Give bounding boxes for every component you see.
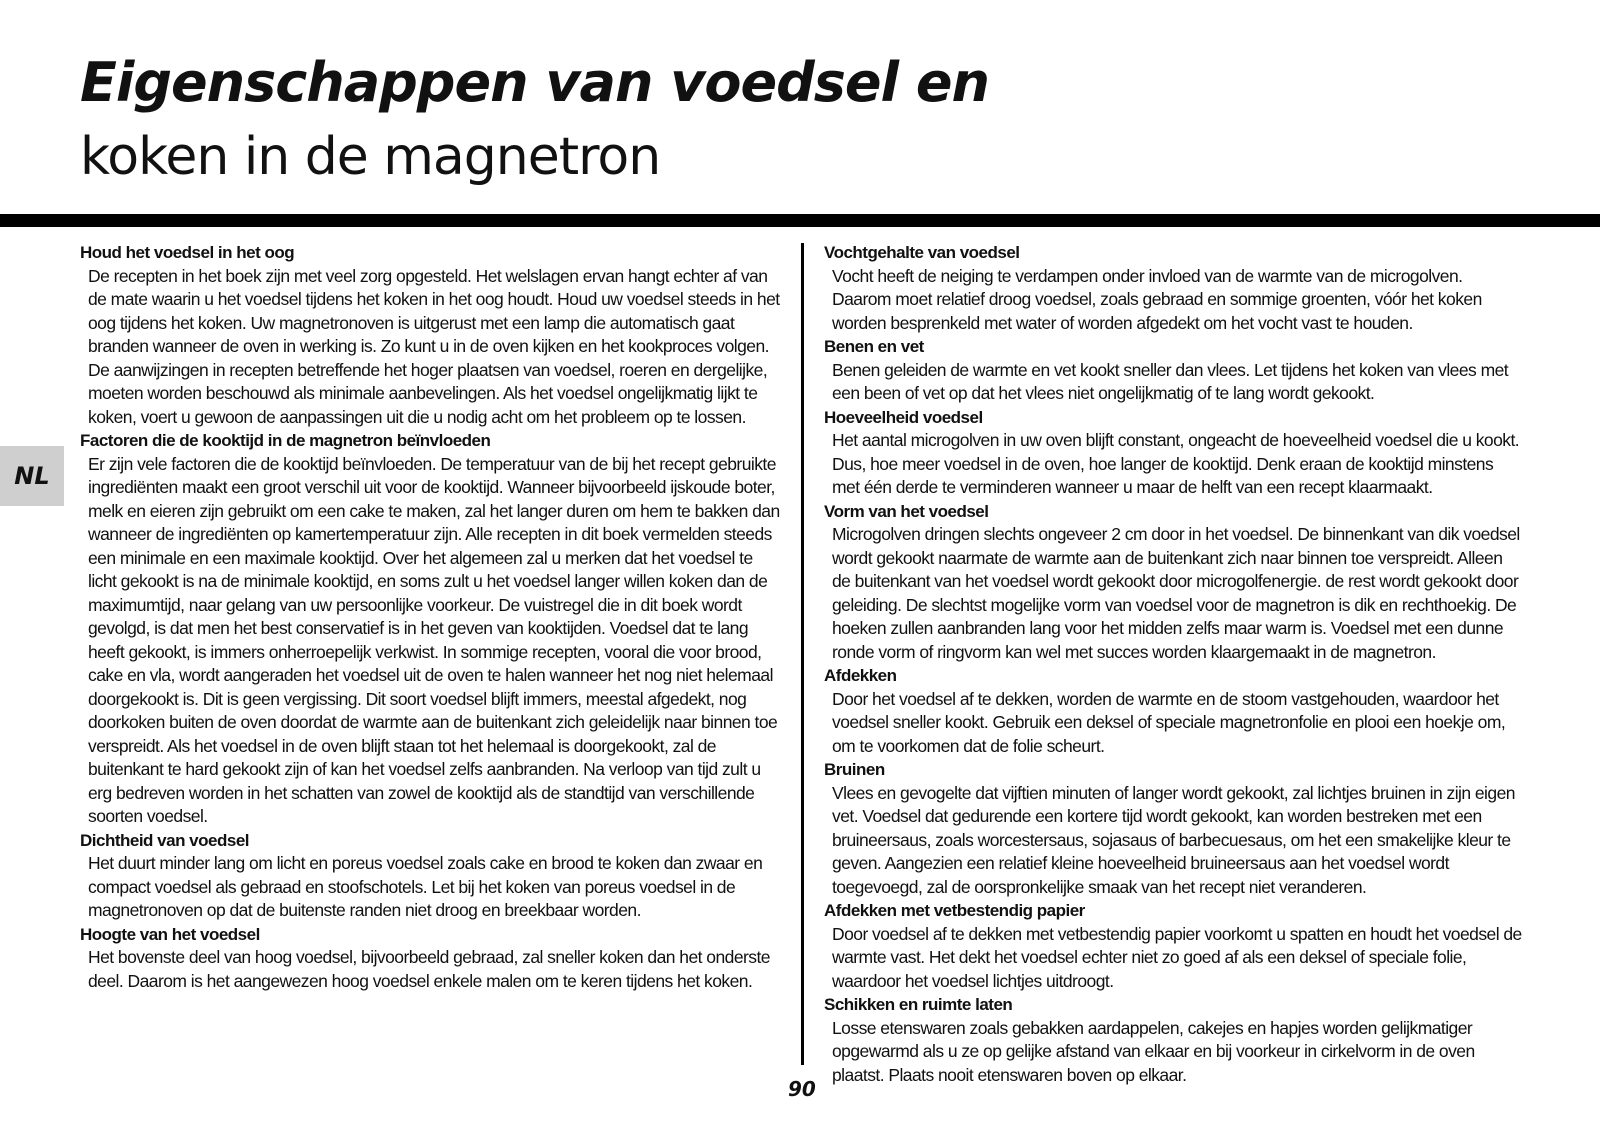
- language-tab: [0, 446, 64, 506]
- section-heading: Afdekken: [824, 666, 897, 685]
- section-heading: Dichtheid van voedsel: [80, 830, 249, 850]
- section-heading: Afdekken met vetbestendig papier: [824, 901, 1085, 920]
- section-bruinen: [824, 758, 1524, 899]
- section-vochtgehalte-van-voedsel: [824, 241, 1524, 335]
- section-hoeveelheid-voedsel: [824, 406, 1524, 500]
- section-dichtheid-van-voedsel: [80, 829, 780, 923]
- section-hoogte-van-het-voedsel: [80, 923, 780, 994]
- language-label: NL: [14, 462, 50, 490]
- section-vorm-van-het-voedsel: [824, 500, 1524, 665]
- section-heading: Benen en vet: [824, 337, 924, 356]
- section-body: Door het voedsel af te dekken, worden de warmte en de stoom vastgehouden, waardoor het voedsel sneller kookt. Gebruik een deksel of speciale magnetronfolie en plooi een hoekje om, om te voorkomen dat de folie scheurt.: [832, 688, 1506, 756]
- section-body: Er zijn vele factoren die de kooktijd beïnvloeden. De temperatuur van de bij het recept gebruikte ingrediënten maakt een groot verschil uit voor de kooktijd. Wanneer bijvoorbeeld ijskoude boter, melk en eieren zijn gebruikt om een cake te maken, zal het langer duren om hem te bakken dan wanneer de ingrediënten op kamertemperatuur zijn. Alle recepten in dit boek vermelden steeds een minimale en een maximale kooktijd. Over het algemeen zal u merken dat het voedsel te licht gekookt is na de minimale kooktijd, en soms zult u het voedsel langer willen koken dan de maximumtijd, naar gelang van uw persoonlijke voorkeur. De vuistregel die in dit boek wordt gevolgd, is dat men het best conservatief is in het geven van kooktijden. Voedsel dat te lang heeft gekookt, is immers onherroepelijk verkwist. In sommige recepten, vooral die voor brood, cake en vla, wordt aangeraden het voedsel uit de oven te halen wanneer het nog niet helemaal doorgekookt is. Dit is geen vergissing. Dit soort voedsel blijft immers, meestal afgedekt, nog doorkoken buiten de oven doordat de warmte aan de buitenkant zich geleidelijk naar binnen toe verspreidt. Als het voedsel in de oven blijft staan tot het helemaal is doorgekookt, zal de buitenkant te hard gekookt zijn of kan het voedsel zelfs aanbranden. Na verloop van tijd zult u erg bedreven worden in het schatten van zowel de kooktijd als de standtijd van verschillende soorten voedsel.: [88, 453, 780, 826]
- section-afdekken: [824, 664, 1524, 758]
- section-heading: Factoren die de kooktijd in de magnetron beïnvloeden: [80, 431, 491, 450]
- right-column: [824, 241, 1524, 1087]
- section-body: Vlees en gevogelte dat vijftien minuten of langer wordt gekookt, zal lichtjes bruinen in zijn eigen vet. Voedsel dat gedurende een kortere tijd wordt gekookt, kan worden bestreken met een bruineersaus, zoals worcestersaus, sojasaus of barbecuesaus, om het een smakelijke kleur te geven. Aangezien een relatief kleine hoeveelheid bruineersaus aan het voedsel wordt toegevoegd, zal de oorspronkelijke smaak van het recept niet veranderen.: [832, 782, 1515, 897]
- section-body: De recepten in het boek zijn met veel zorg opgesteld. Het welslagen ervan hangt echter af van de mate waarin u het voedsel tijdens het koken in het oog houdt. Houd uw voedsel steeds in het oog tijdens het koken. Uw magnetronoven is uitgerust met een lamp die automatisch gaat branden wanneer de oven in werking is. Zo kunt u in de oven kijken en het kookproces volgen. De aanwijzingen in recepten betreffende het hoger plaatsen van voedsel, roeren en dergelijke, moeten worden beschouwd als minimale aanbevelingen. Als het voedsel ongelijkmatig lijkt te koken, voert u gewoon de aanpassingen uit die u nodig acht om het probleem op te lossen.: [88, 265, 780, 427]
- page-number: 90: [788, 1077, 816, 1101]
- section-body: Benen geleiden de warmte en vet kookt sneller dan vlees. Let tijdens het koken van vlees met een been of vet op dat het vlees niet ongelijkmatig of te lang wordt gekookt.: [832, 359, 1509, 403]
- column-divider: [801, 243, 804, 1065]
- page-subtitle: koken in de magnetron: [80, 127, 661, 187]
- section-body: Losse etenswaren zoals gebakken aardappelen, cakejes en hapjes worden gelijkmatiger opgewarmd als u ze op gelijke afstand van elkaar en bij voorkeur in cirkelvorm in de oven plaatst. Plaats nooit etenswaren boven op elkaar.: [832, 1017, 1475, 1085]
- section-heading: Hoeveelheid voedsel: [824, 407, 983, 427]
- section-factoren-kooktijd: [80, 429, 780, 829]
- section-heading: Vochtgehalte van voedsel: [824, 243, 1020, 262]
- header-divider: [0, 214, 1600, 227]
- section-heading: Hoogte van het voedsel: [80, 924, 260, 944]
- page-title: Eigenschappen van voedsel en: [80, 51, 989, 114]
- section-body: Door voedsel af te dekken met vetbestendig papier voorkomt u spatten en houdt het voedsel de warmte vast. Het dekt het voedsel echter niet zo goed af als een deksel of speciale folie, waardoor het voedsel lichtjes uitdroogt.: [832, 923, 1522, 991]
- section-body: Microgolven dringen slechts ongeveer 2 cm door in het voedsel. De binnenkant van dik voedsel wordt gekookt naarmate de warmte aan de buitenkant zich naar binnen toe verspreidt. Alleen de buitenkant van het voedsel wordt gekookt door microgolfenergie. de rest wordt gekookt door geleiding. De slechtst mogelijke vorm van voedsel voor de magnetron is dik en rechthoekig. De hoeken zullen aanbranden lang voor het midden zelfs maar warm is. Voedsel met een dunne ronde vorm of ringvorm kan wel met succes worden klaargemaakt in de magnetron.: [832, 524, 1520, 662]
- section-body: Het aantal microgolven in uw oven blijft constant, ongeacht de hoeveelheid voedsel die u kookt. Dus, hoe meer voedsel in de oven, hoe langer de kooktijd. Denk eraan de kooktijd minstens met één derde te verminderen wanneer u maar de helft van een recept klaarmaakt.: [832, 430, 1520, 497]
- section-body: Vocht heeft de neiging te verdampen onder invloed van de warmte van de microgolven. Daarom moet relatief droog voedsel, zoals gebraad en sommige groenten, vóór het koken worden besprenkeld met water of worden afgedekt om het vocht vast te houden.: [832, 265, 1482, 333]
- section-body: Het duurt minder lang om licht en poreus voedsel zoals cake en brood te koken dan zwaar en compact voedsel als gebraad en stoofschotels. Let bij het koken van poreus voedsel in de magnetronoven op dat de buitenste randen niet droog en breekbaar worden.: [88, 853, 763, 920]
- section-heading: Vorm van het voedsel: [824, 501, 989, 521]
- section-schikken-en-ruimte-laten: [824, 993, 1524, 1087]
- section-houd-het-voedsel-in-het-oog: [80, 241, 780, 429]
- section-heading: Houd het voedsel in het oog: [80, 243, 295, 262]
- left-column: [80, 241, 780, 993]
- section-benen-en-vet: [824, 335, 1524, 406]
- section-afdekken-met-vetbestendig-papier: [824, 899, 1524, 993]
- section-heading: Bruinen: [824, 760, 885, 779]
- section-body: Het bovenste deel van hoog voedsel, bijvoorbeeld gebraad, zal sneller koken dan het onderste deel. Daarom is het aangewezen hoog voedsel enkele malen om te keren tijdens het koken.: [88, 947, 770, 991]
- section-heading: Schikken en ruimte laten: [824, 995, 1013, 1014]
